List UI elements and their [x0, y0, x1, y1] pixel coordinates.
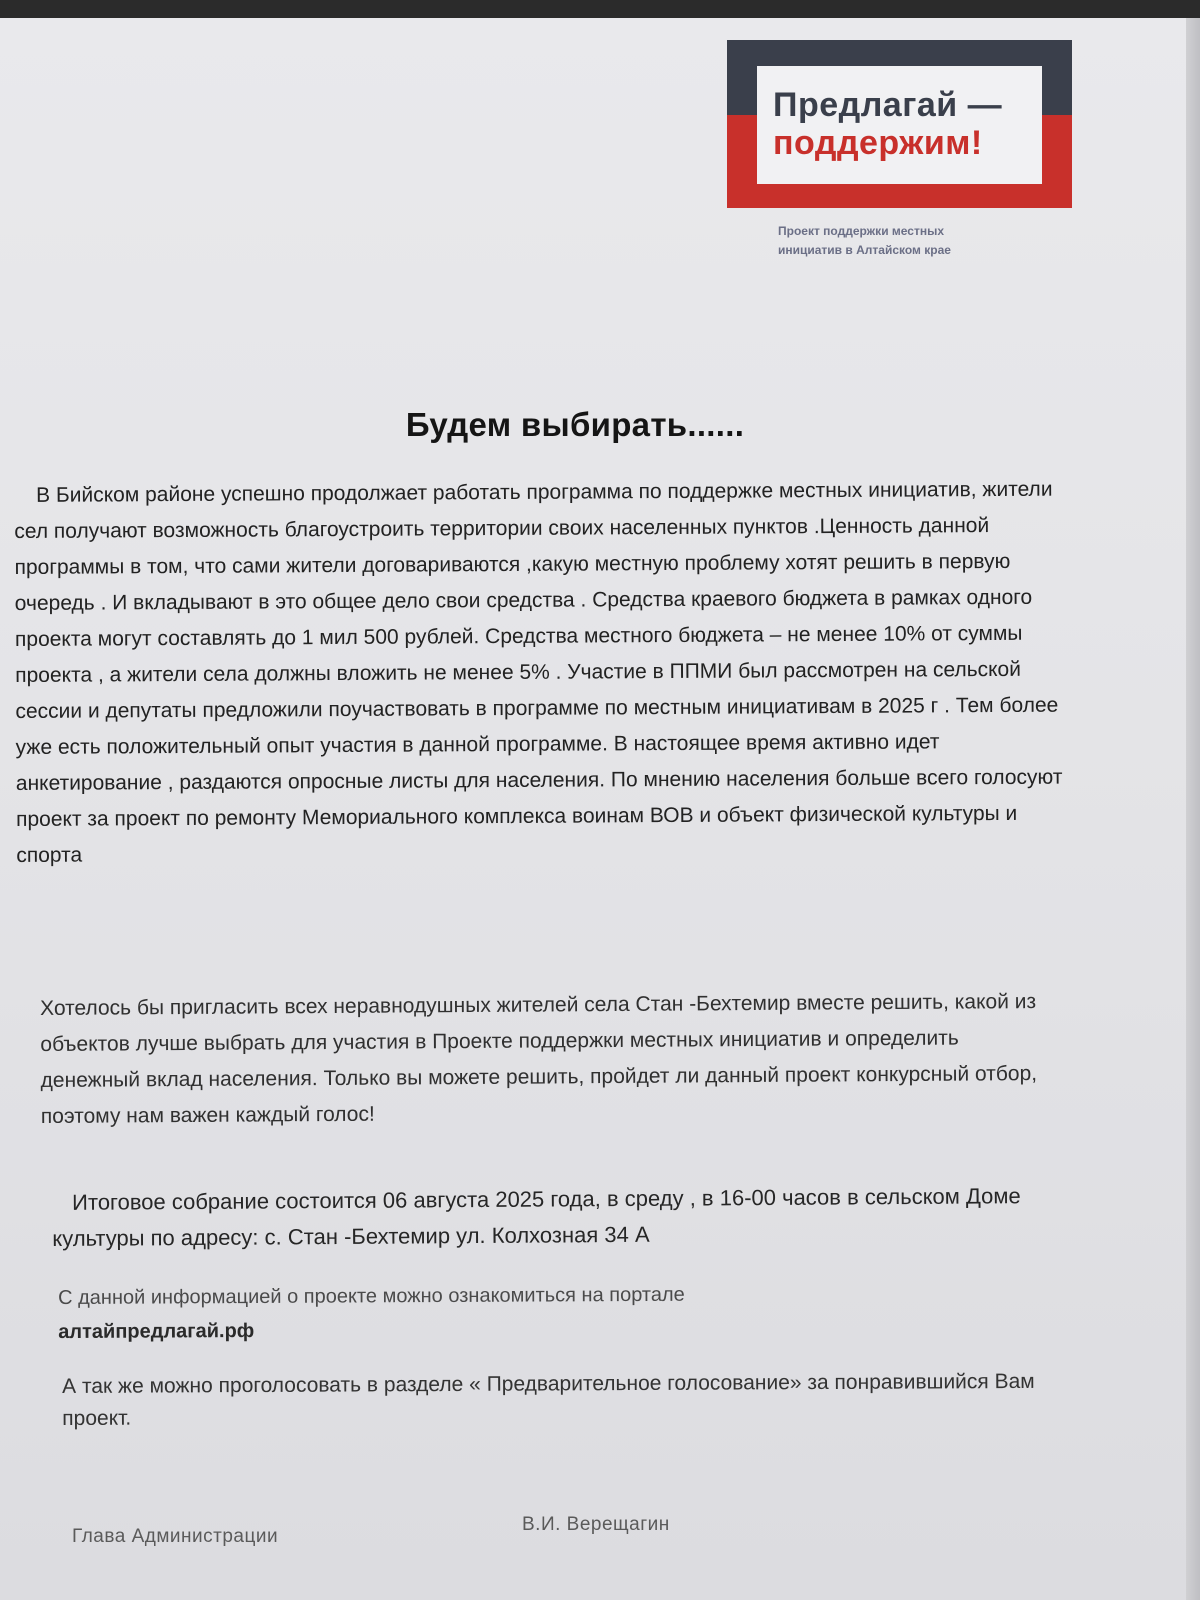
logo-text-line2: поддержим! — [773, 124, 983, 162]
logo-caption — [778, 222, 1048, 260]
paragraph-meeting-info — [52, 1178, 1062, 1257]
paragraph3-text: Итоговое собрание состоится 06 августа 2025 года, в среду , в 16-00 часов в сельском Доме культуры по адресу: с. Стан -Бехтемир ул. Колхозная 34 А — [52, 1183, 1021, 1251]
signature-name: В.И. Верещагин — [522, 1514, 670, 1535]
document-title: Будем выбирать...... — [405, 406, 745, 443]
paragraph-voting-info: А так же можно проголосовать в разделе « Предварительное голосование» за понравившийся Вам проект. — [62, 1369, 1035, 1430]
portal-link[interactable]: алтайпредлагай.рф — [58, 1319, 255, 1343]
monitor-edge — [1186, 18, 1200, 1600]
project-logo — [727, 40, 1072, 208]
paragraph-program-description — [14, 472, 1078, 874]
paragraph-portal-info — [58, 1276, 958, 1349]
signature-position: Глава Администрации — [72, 1526, 279, 1547]
paragraph-invitation: Хотелось бы пригласить всех неравнодушных жителей села Стан -Бехтемир вместе решить, какой из объектов лучше выбрать для участия в Проекте поддержки местных инициатив и определить денежный вклад населения. Только вы можете решить, пройдет ли данный проект конкурсный отбор, поэтому нам важен каждый голос! — [40, 990, 1038, 1128]
document-page — [0, 18, 1200, 1600]
monitor-screen — [0, 18, 1200, 1600]
paragraph1-text: В Бийском районе успешно продолжает работать программа по поддержке местных инициатив, жители сел получают возможность благоустроить территории своих населенных пунктов .Ценность данной программы в том, что сами жители договариваются ,какую местную проблему хотят решить в первую очередь . И вкладывают в это общее дело свои средства . Средства краевого бюджета в рамках одного проекта могут составлять до 1 мил 500 рублей. Средства местного бюджета – не менее 10% от суммы проекта , а жители села должны вложить не менее 5% . Участие в ППМИ был рассмотрен на сельской сессии и депутаты предложили поучаствовать в программе по местным инициативам в 2025 г . Тем более уже есть положительный опыт участия в данной программе. В настоящее время активно идет анкетирование , раздаются опросные листы для населения. По мнению населения больше всего голосуют проект за проект по ремонту Мемориального комплекса воинам ВОВ и объект физической культуры и спорта — [14, 477, 1063, 867]
logo-caption-line1: Проект поддержки местных — [778, 224, 945, 238]
logo-caption-line2: инициатив в Алтайском крае — [778, 243, 951, 257]
logo-text-line1: Предлагай — — [773, 86, 1003, 124]
portal-info-text: С данной информацией о проекте можно ознакомиться на портале — [58, 1283, 685, 1309]
